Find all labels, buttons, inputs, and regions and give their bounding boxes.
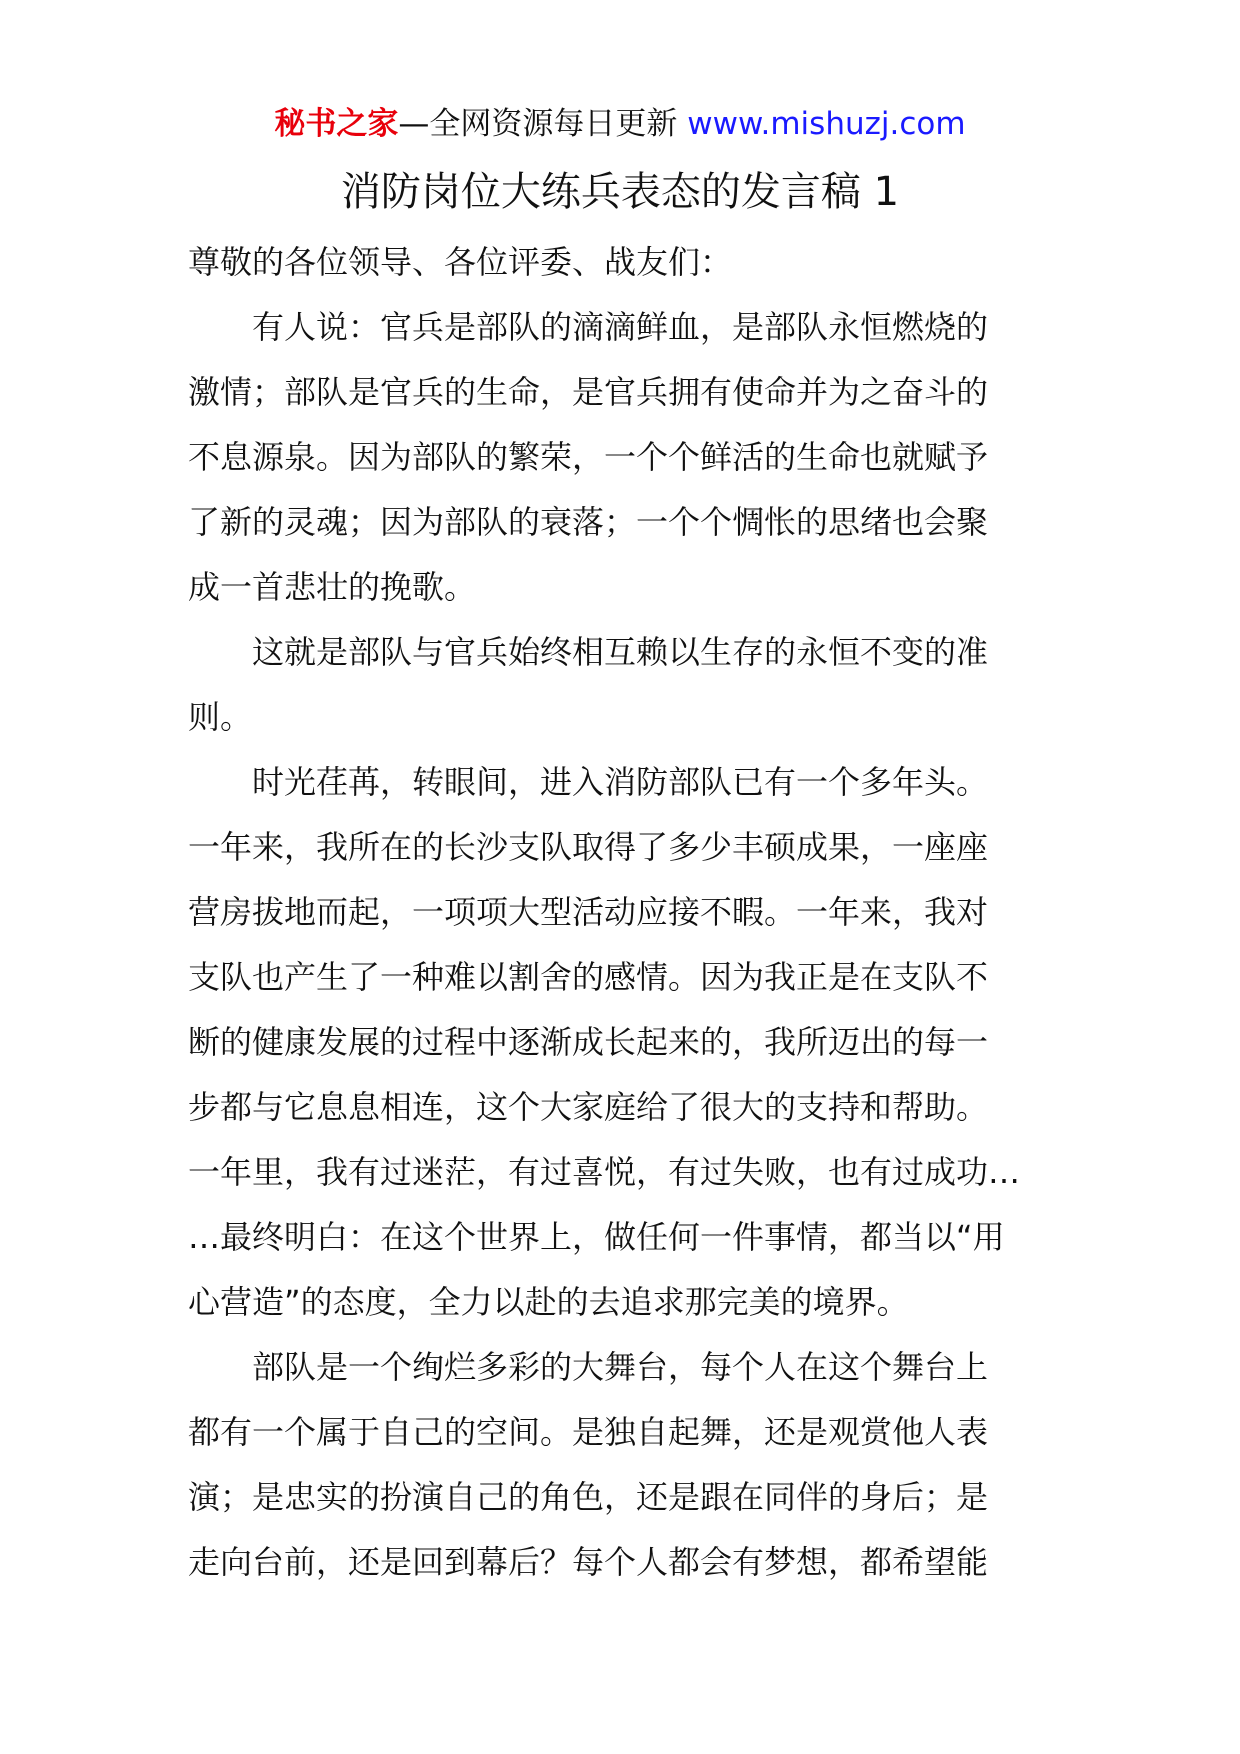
paragraph-line: 时光荏苒，转眼间，进入消防部队已有一个多年头。 xyxy=(252,763,989,801)
paragraph-line: 激情；部队是官兵的生命，是官兵拥有使命并为之奋斗的 xyxy=(188,373,989,411)
paragraph-line: 营房拔地而起，一项项大型活动应接不暇。一年来，我对 xyxy=(188,893,989,931)
paragraph-line: 演；是忠实的扮演自己的角色，还是跟在同伴的身后；是 xyxy=(188,1478,989,1516)
paragraph-line: 步都与它息息相连，这个大家庭给了很大的支持和帮助。 xyxy=(188,1088,989,1126)
site-header xyxy=(0,104,1240,144)
paragraph-line: 走向台前，还是回到幕后？每个人都会有梦想，都希望能 xyxy=(188,1543,989,1581)
paragraph-line: 部队是一个绚烂多彩的大舞台，每个人在这个舞台上 xyxy=(252,1348,989,1386)
paragraph-line: 则。 xyxy=(188,698,253,736)
salutation: 尊敬的各位领导、各位评委、战友们： xyxy=(188,243,733,281)
paragraph-line: 支队也产生了一种难以割舍的感情。因为我正是在支队不 xyxy=(188,958,989,996)
paragraph-line: 不息源泉。因为部队的繁荣，一个个鲜活的生命也就赋予 xyxy=(188,438,989,476)
paragraph-line: 都有一个属于自己的空间。是独自起舞，还是观赏他人表 xyxy=(188,1413,989,1451)
paragraph-line: 成一首悲壮的挽歌。 xyxy=(188,568,477,606)
paragraph-line: 一年来，我所在的长沙支队取得了多少丰硕成果，一座座 xyxy=(188,828,989,866)
paragraph xyxy=(188,620,1060,750)
paragraph-line: …最终明白：在这个世界上，做任何一件事情，都当以“用 xyxy=(188,1218,1005,1256)
paragraph-line: 心营造”的态度，全力以赴的去追求那完美的境界。 xyxy=(188,1283,909,1321)
site-url-link[interactable]: www.mishuzj.com xyxy=(687,106,966,142)
paragraph-line: 有人说：官兵是部队的滴滴鲜血，是部队永恒燃烧的 xyxy=(252,308,989,346)
paragraph xyxy=(188,1335,1060,1595)
brand-name: 秘书之家 xyxy=(274,106,399,142)
paragraph-line: 断的健康发展的过程中逐渐成长起来的，我所迈出的每一 xyxy=(188,1023,989,1061)
header-slogan: —全网资源每日更新 xyxy=(398,106,678,142)
document-body xyxy=(188,230,1060,1595)
document-title: 消防岗位大练兵表态的发言稿 1 xyxy=(340,169,900,215)
paragraph-line: 这就是部队与官兵始终相互赖以生存的永恒不变的准 xyxy=(252,633,989,671)
paragraph xyxy=(188,750,1060,1335)
paragraph-line: 一年里，我有过迷茫，有过喜悦，有过失败，也有过成功… xyxy=(188,1153,1021,1191)
paragraph-line: 了新的灵魂；因为部队的衰落；一个个惆怅的思绪也会聚 xyxy=(188,503,989,541)
paragraph xyxy=(188,295,1060,620)
